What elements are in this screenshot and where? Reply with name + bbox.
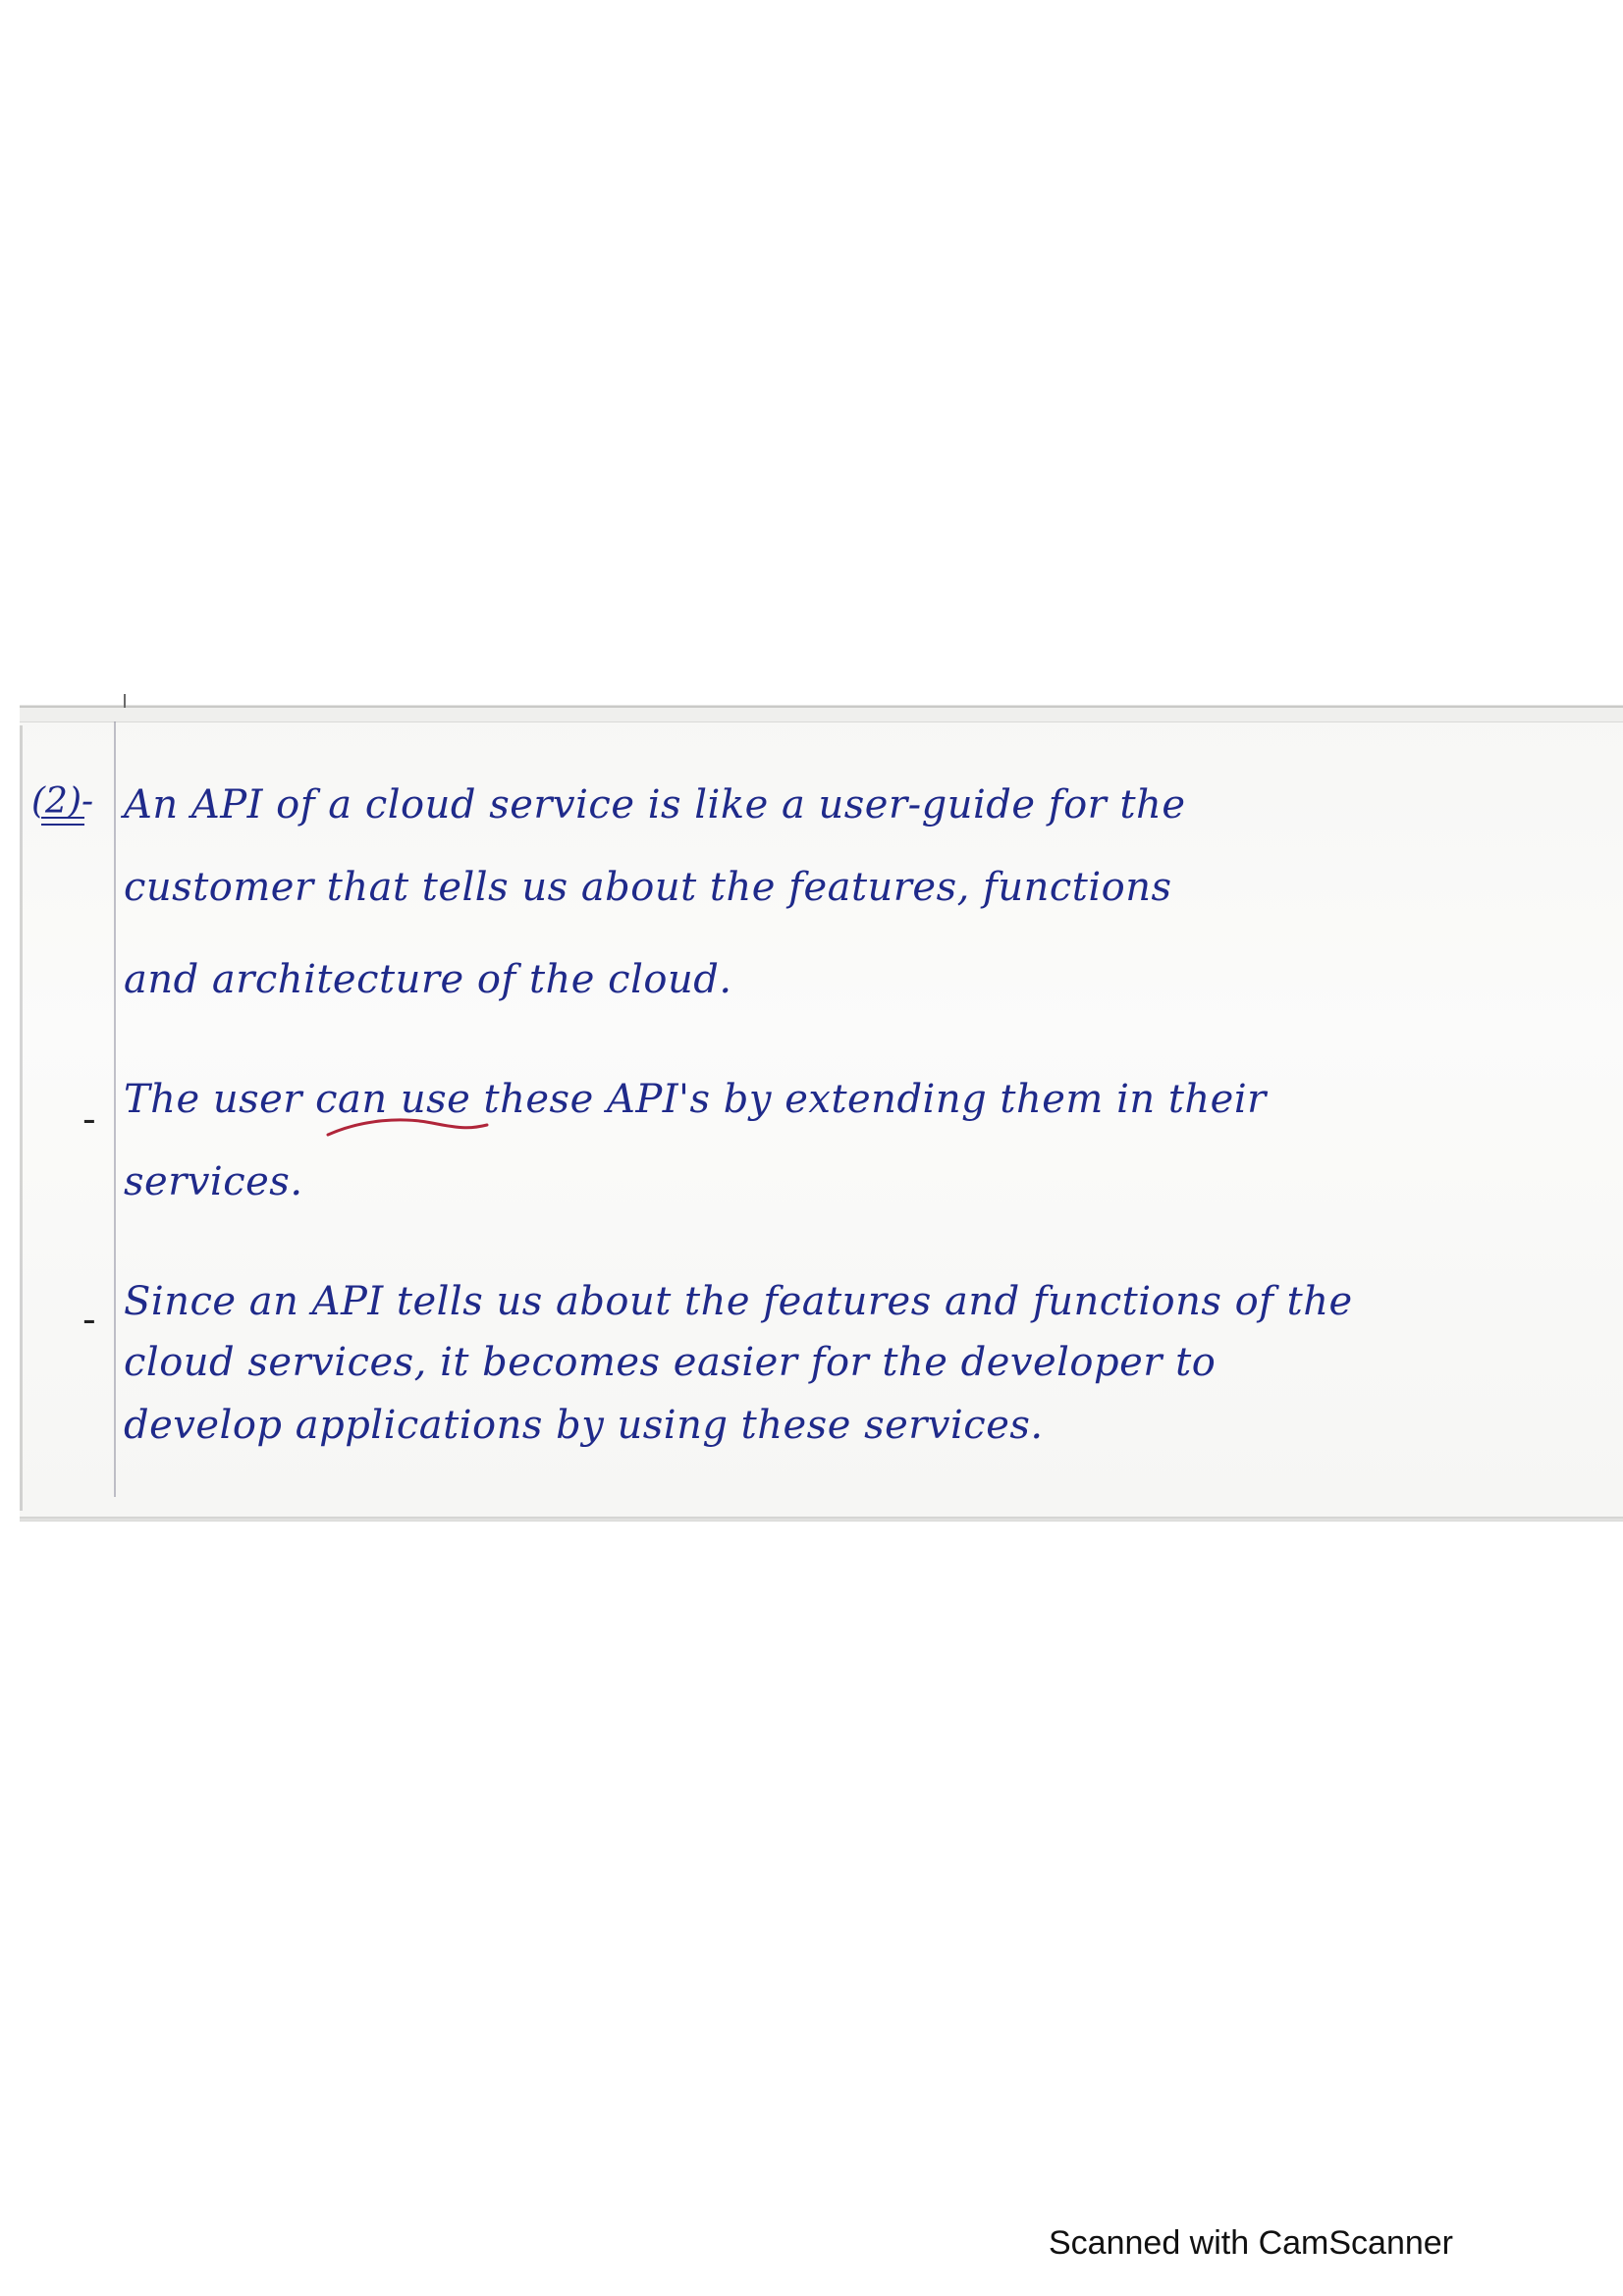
answer-line: services. — [124, 1159, 303, 1204]
bullet-dash: - — [82, 1097, 96, 1141]
scanner-footer: Scanned with CamScanner — [1049, 2224, 1454, 2262]
answer-line: Since an API tells us about the features and functions of the — [124, 1279, 1353, 1324]
answer-line: An API of a cloud service is like a user-guide for the — [124, 782, 1186, 828]
answer-line: cloud services, it becomes easier for the developer to — [124, 1340, 1217, 1385]
margin-line — [114, 721, 116, 1497]
answer-line: and architecture of the cloud. — [124, 957, 732, 1002]
correction-underline — [324, 1113, 491, 1143]
question-number-underline — [41, 817, 84, 826]
paper-left-edge — [20, 725, 23, 1511]
answer-line: develop applications by using these services. — [124, 1403, 1044, 1448]
ruler-tick — [124, 694, 126, 708]
page-top-rule — [20, 706, 1623, 722]
answer-line: The user can use these API's by extending them in their — [124, 1077, 1267, 1122]
question-number: (2)- — [31, 781, 94, 822]
bullet-dash: - — [82, 1298, 96, 1341]
answer-line: customer that tells us about the features, functions — [124, 865, 1172, 910]
paper-bottom-edge — [20, 1517, 1623, 1521]
